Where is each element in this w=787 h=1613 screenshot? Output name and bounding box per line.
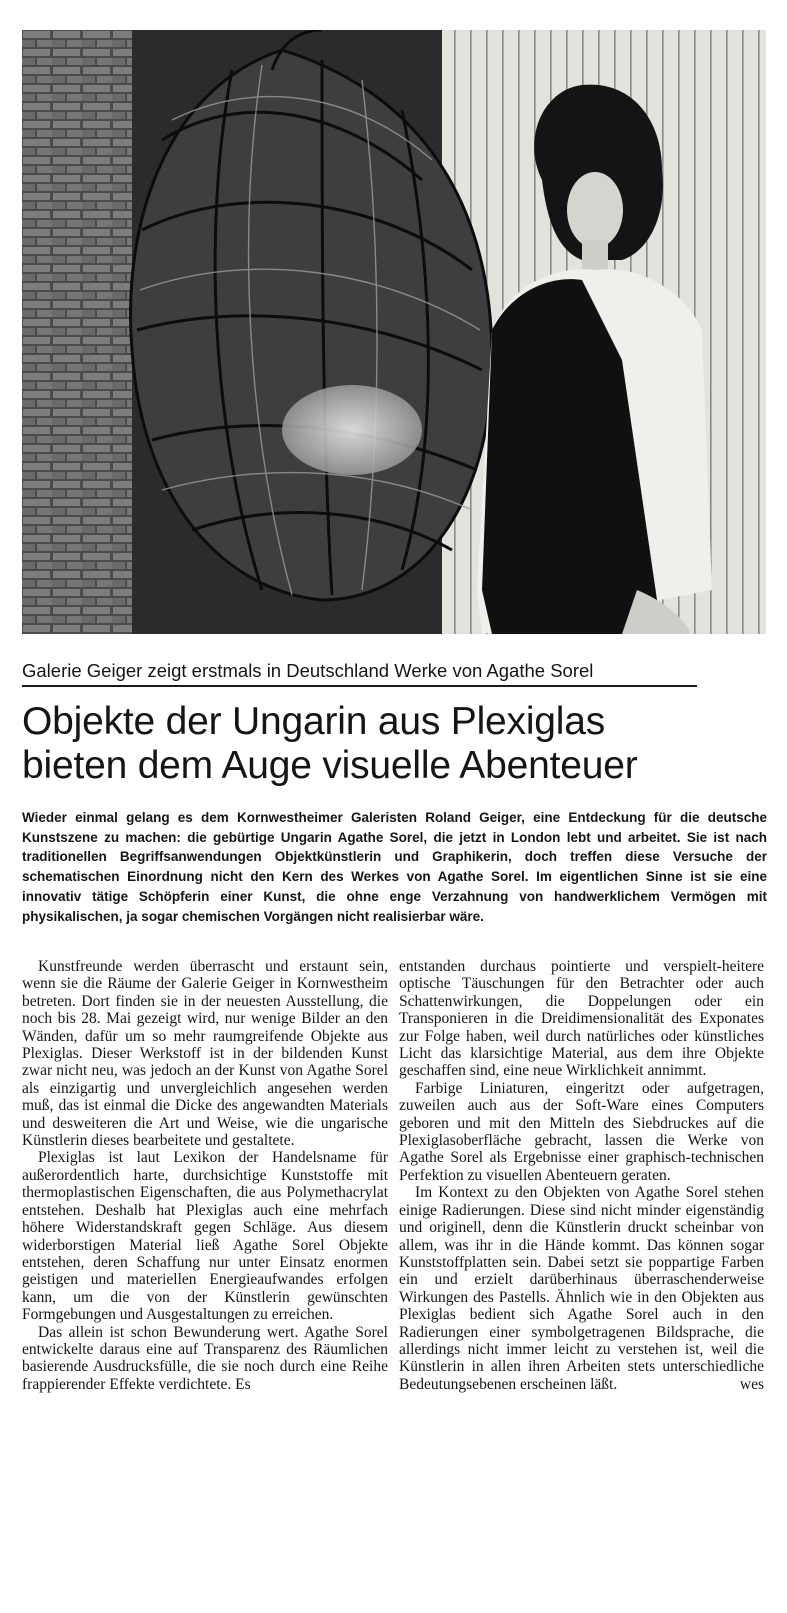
article-headline bbox=[22, 700, 772, 788]
headline-line-1: Objekte der Ungarin aus Plexiglas bbox=[22, 700, 606, 743]
sculpture-photo-icon bbox=[22, 30, 766, 634]
body-column-right bbox=[399, 958, 764, 1393]
headline-line-2: bieten dem Auge visuelle Abenteuer bbox=[22, 744, 638, 787]
article-photo bbox=[22, 30, 766, 634]
body-paragraph: entstanden durchaus pointierte und verspielt-heitere optische Täuschungen für den Betrachter oder auch Schattenwirkungen, die Doppelungen oder ein Transponieren in die Dreidimensionalität des Exponates zur Folge haben, weil durch natürliches oder künstliches Licht das klarsichtige Material, aus dem ihre Objekte geschaffen sind, eine neue Wirklichkeit annimmt. bbox=[399, 958, 764, 1080]
body-column-left bbox=[22, 958, 388, 1393]
article-kicker: Galerie Geiger zeigt erstmals in Deutschland Werke von Agathe Sorel bbox=[22, 660, 697, 687]
body-paragraph: Im Kontext zu den Objekten von Agathe Sorel stehen einige Radierungen. Diese sind nicht minder eigenständig und originell, denn die Künstlerin druckt scheinbar von allem, was ihr in die Hände kommt. Das können sogar Kunststoffplatten sein. Dabei setzt sie poppartige Farben ein und erzielt darüberhinaus überraschenderweise Wirkungen des Pastells. Ähnlich wie in den Objekten aus Plexiglas bedient sich Agathe Sorel auch in den Radierungen einer symbolgetragenen Bildsprache, die allerdings nicht immer leicht zu verstehen ist, weil die Künstlerin in allen ihren Arbeiten stets unterschiedliche Bedeutungsebenen erscheinen läßt. bbox=[399, 1184, 764, 1393]
author-signature: wes bbox=[739, 1376, 764, 1394]
article-lead: Wieder einmal gelang es dem Kornwestheimer Galeristen Roland Geiger, eine Entdeckung für die deutsche Kunstszene zu machen: die gebürtige Ungarin Agathe Sorel, die jetzt in London lebt und arbeitet. Sie ist nach traditionellen Begriffsanwendungen Objektkünstlerin und Graphikerin, doch treffen diese Versuche der schematischen Einordnung nicht den Kern des Werkes von Agathe Sorel. Im eigentlichen Sinne ist sie eine innovativ tätige Schöpferin einer Kunst, die ohne enge Verzahnung von handwerklichem Vermögen mit physikalischen, ja sogar chemischen Vorgängen nicht realisierbar wäre. bbox=[22, 810, 767, 924]
body-paragraph: Das allein ist schon Bewunderung wert. Agathe Sorel entwickelte daraus eine auf Transparenz des Räumlichen basierende Ausdrucksfülle, die sie noch durch eine Reihe frappierender Effekte verdichtete. Es bbox=[22, 1323, 388, 1393]
body-paragraph: Kunstfreunde werden überrascht und erstaunt sein, wenn sie die Räume der Galerie Geiger in Kornwestheim betreten. Dort finden sie in der neuesten Ausstellung, die noch bis 28. Mai gezeigt wird, nur wenige Bilder an den Wänden, dafür um so mehr raumgreifende Objekte aus Plexiglas. Dieser Werkstoff ist in der bildenden Kunst zwar nicht neu, was jedoch an der Kunst von Agathe Sorel als einzigartig und unvergleichlich angesehen werden muß, das ist einmal die Dicke des angewandten Materials und desweiteren die Art und Weise, wie die ungarische Künstlerin dieses bearbeitete und gestaltete. bbox=[22, 958, 388, 1150]
body-paragraph: Farbige Liniaturen, eingeritzt oder aufgetragen, zuweilen auch aus der Soft-Ware eines Computers geboren und mit den Mitteln des Siebdruckes auf die Plexiglasoberfläche gebracht, lassen die Werke von Agathe Sorel als Ergebnisse einer graphisch-technischen Perfektion zu visuellen Abenteuern geraten. bbox=[399, 1079, 764, 1184]
body-paragraph: Plexiglas ist laut Lexikon der Handelsname für außerordentlich harte, durchsichtige Kunststoffe mit thermoplastischen Eigenschaften, die aus Polymethacrylat entstehen. Deshalb hat Plexiglas auch eine mehrfach höhere Widerstandskraft gegen Schläge. Aus diesem widerborstigen Material ließ Agathe Sorel Objekte entstehen, deren Schaffung nur unter Einsatz enormen geistigen und materiellen Energieaufwandes erfolgen kann, um die von der Künstlerin gewünschten Formgebungen und Ausgestaltungen zu erreichen. bbox=[22, 1149, 388, 1324]
